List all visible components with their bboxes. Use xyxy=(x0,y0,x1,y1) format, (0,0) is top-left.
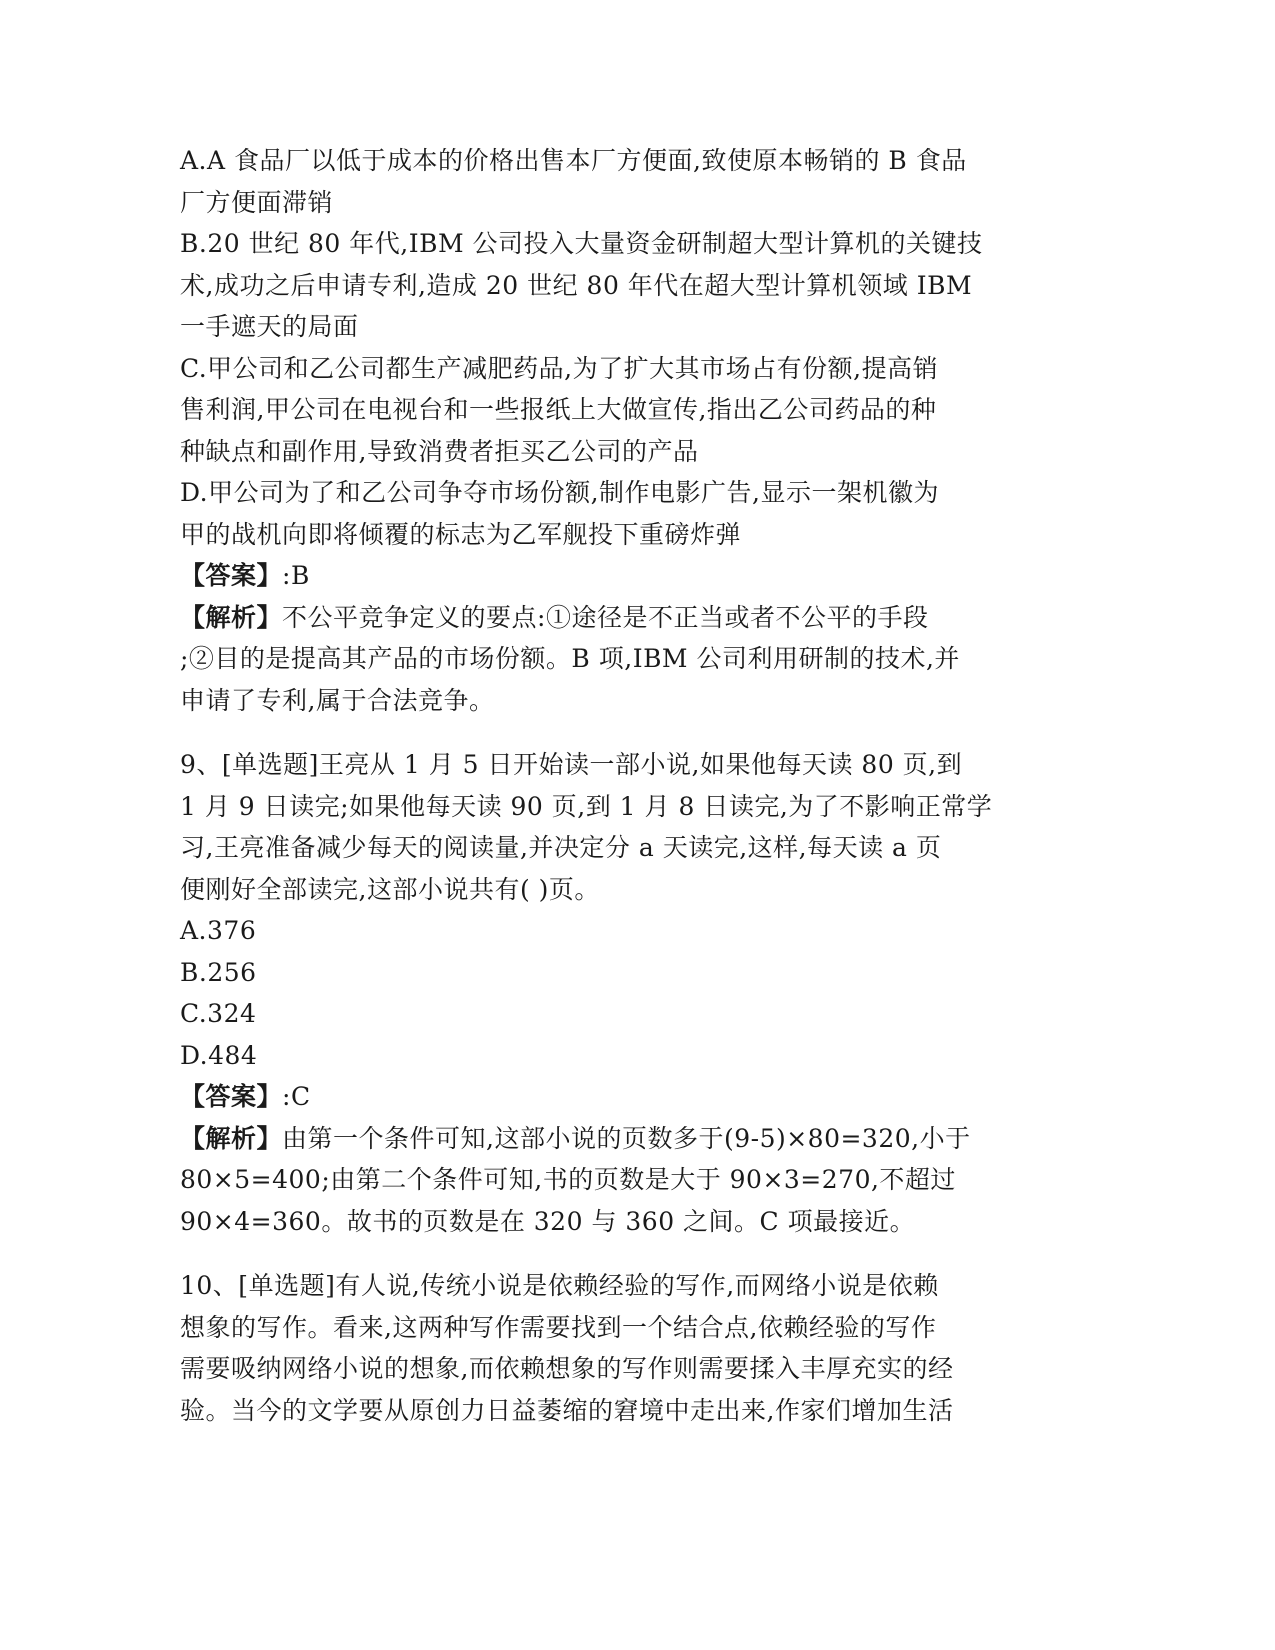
text-line: 1 月 9 日读完;如果他每天读 90 页,到 1 月 8 日读完,为了不影响正常学 xyxy=(180,791,993,821)
text-line: 厂方便面滞销 xyxy=(180,187,334,217)
text-line: ;②目的是提高其产品的市场份额。B 项,IBM 公司利用研制的技术,并 xyxy=(180,644,960,673)
text-line: 不公平竞争定义的要点:①途径是不正当或者不公平的手段 xyxy=(282,602,929,632)
q8-option-c xyxy=(180,348,1040,473)
spacer xyxy=(180,1242,1040,1265)
document-page xyxy=(180,140,1040,1431)
text-line: 由第一个条件可知,这部小说的页数多于(9-5)×80=320,小于 xyxy=(282,1123,971,1153)
q9-answer xyxy=(180,1076,1040,1118)
q9-option-a: A.376 xyxy=(180,916,257,945)
q9-option-c: C.324 xyxy=(180,999,257,1028)
text-line: 80×5=400;由第二个条件可知,书的页数是大于 90×3=270,不超过 xyxy=(180,1165,956,1194)
q8-option-a xyxy=(180,140,1040,223)
q9-stem xyxy=(180,744,1040,910)
text-line: B.20 世纪 80 年代,IBM 公司投入大量资金研制超大型计算机的关键技 xyxy=(180,229,983,258)
text-line: 9、[单选题]王亮从 1 月 5 日开始读一部小说,如果他每天读 80 页,到 xyxy=(180,750,963,779)
answer-label: 【答案】 xyxy=(180,561,283,590)
text-line: 验。当今的文学要从原创力日益萎缩的窘境中走出来,作家们增加生活 xyxy=(180,1395,954,1425)
answer-value: :C xyxy=(282,1082,311,1111)
text-line: 一手遮天的局面 xyxy=(180,312,359,341)
text-line: 种缺点和副作用,导致消费者拒买乙公司的产品 xyxy=(180,436,699,466)
q9-analysis xyxy=(180,1118,1040,1243)
answer-value: :B xyxy=(282,561,310,590)
text-line: 便刚好全部读完,这部小说共有( )页。 xyxy=(180,874,600,904)
text-line: 想象的写作。看来,这两种写作需要找到一个结合点,依赖经验的写作 xyxy=(180,1312,937,1342)
text-line: C.甲公司和乙公司都生产减肥药品,为了扩大其市场占有份额,提高销 xyxy=(180,353,939,383)
q8-answer xyxy=(180,555,1040,597)
answer-label: 【答案】 xyxy=(180,1082,283,1111)
text-line: 需要吸纳网络小说的想象,而依赖想象的写作则需要揉入丰厚充实的经 xyxy=(180,1354,954,1383)
text-line: 90×4=360。故书的页数是在 320 与 360 之间。C 项最接近。 xyxy=(180,1206,916,1236)
analysis-label: 【解析】 xyxy=(180,602,283,632)
q10-stem xyxy=(180,1265,1040,1431)
analysis-label: 【解析】 xyxy=(180,1123,283,1153)
spacer xyxy=(180,721,1040,744)
q8-option-b xyxy=(180,223,1040,348)
text-line: 甲的战机向即将倾覆的标志为乙军舰投下重磅炸弹 xyxy=(180,519,742,549)
text-line: D.甲公司为了和乙公司争夺市场份额,制作电影广告,显示一架机徽为 xyxy=(180,478,939,507)
text-line: A.A 食品厂以低于成本的价格出售本厂方便面,致使原本畅销的 B 食品 xyxy=(180,146,967,175)
q9-options xyxy=(180,910,1040,1076)
q8-analysis xyxy=(180,597,1040,722)
text-line: 10、[单选题]有人说,传统小说是依赖经验的写作,而网络小说是依赖 xyxy=(180,1271,939,1300)
text-line: 申请了专利,属于合法竞争。 xyxy=(180,685,495,715)
text-line: 售利润,甲公司在电视台和一些报纸上大做宣传,指出乙公司药品的种 xyxy=(180,395,937,424)
q9-option-b: B.256 xyxy=(180,957,257,987)
text-line: 习,王亮准备减少每天的阅读量,并决定分 a 天读完,这样,每天读 a 页 xyxy=(180,833,942,862)
q9-option-d: D.484 xyxy=(180,1040,258,1070)
q8-option-d xyxy=(180,472,1040,555)
text-line: 术,成功之后申请专利,造成 20 世纪 80 年代在超大型计算机领域 IBM xyxy=(180,270,973,300)
